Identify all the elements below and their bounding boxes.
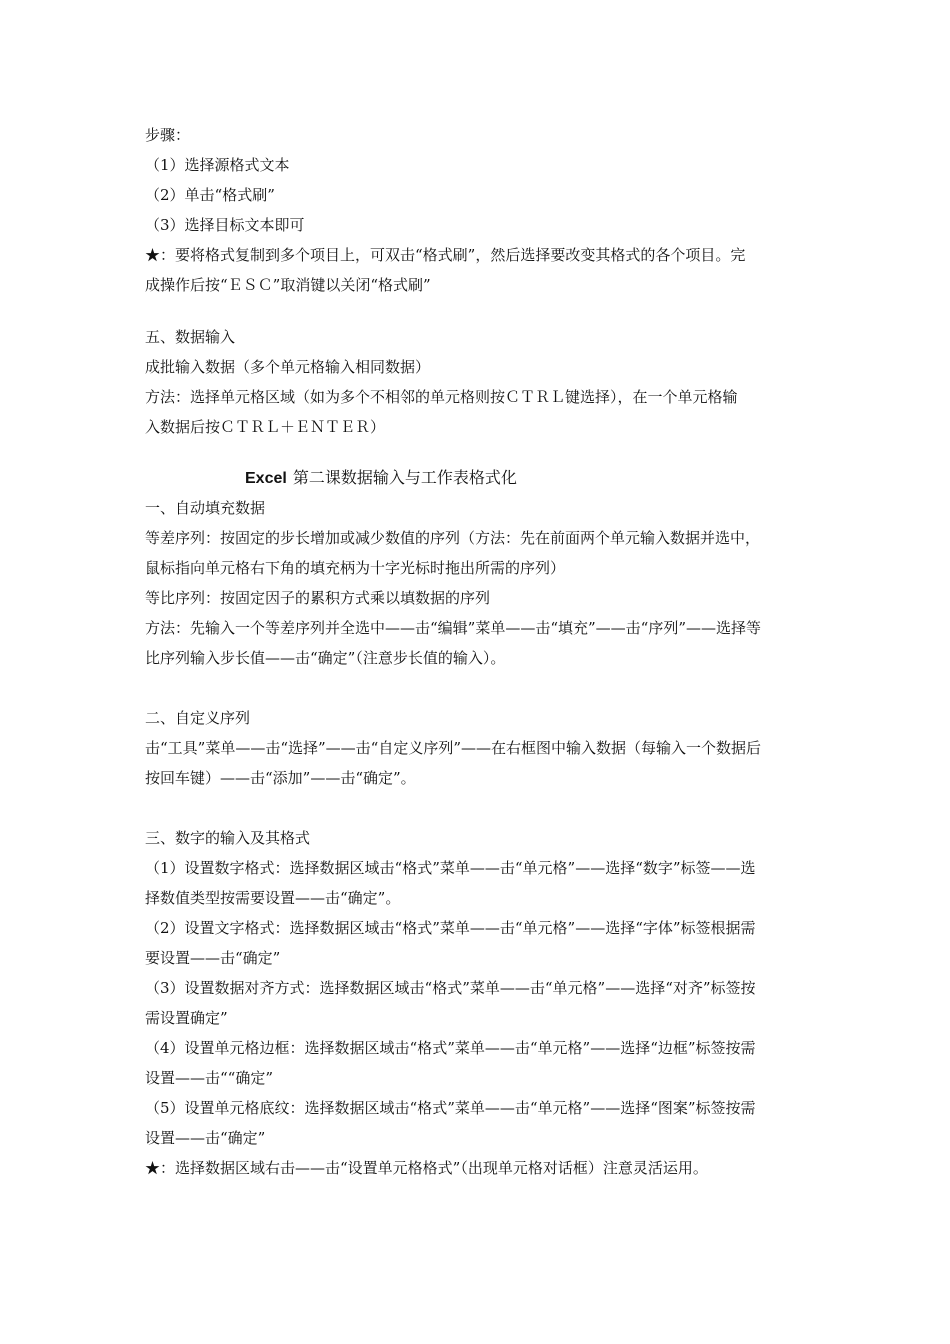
text-line: 等比序列：按固定因子的累积方式乘以填数据的序列 bbox=[145, 589, 491, 607]
text-line: 击“工具”菜单——击“选择”——击“自定义序列”——在右框图中输入数据（每输入一个数据后 bbox=[145, 739, 762, 757]
text-line: 方法：选择单元格区域（如为多个不相邻的单元格则按ＣＴＲＬ键选择），在一个单元格输 bbox=[145, 388, 738, 406]
text-line: 成批输入数据（多个单元格输入相同数据） bbox=[145, 358, 431, 376]
text-line: （5）设置单元格底纹：选择数据区域击“格式”菜单——击“单元格”——选择“图案”标签按需 bbox=[145, 1099, 756, 1117]
text-line: （4）设置单元格边框：选择数据区域击“格式”菜单——击“单元格”——选择“边框”标签按需 bbox=[145, 1039, 756, 1057]
text-line: （2）设置文字格式：选择数据区域击“格式”菜单——击“单元格”——选择“字体”标签根据需 bbox=[145, 919, 756, 937]
text-line: 步骤： bbox=[145, 126, 191, 144]
section-heading: 二、自定义序列 bbox=[145, 709, 251, 727]
text-line: 按回车键）——击“添加”——击“确定”。 bbox=[145, 769, 416, 787]
text-line: 需设置确定” bbox=[145, 1009, 228, 1027]
lesson-title-en: Excel bbox=[245, 470, 287, 487]
text-line: （2）单击“格式刷” bbox=[145, 186, 275, 204]
text-line: 设置——击“确定” bbox=[145, 1129, 266, 1147]
text-line: ★：选择数据区域右击——击“设置单元格格式”（出现单元格对话框）注意灵活运用。 bbox=[145, 1159, 708, 1177]
text-line: 要设置——击“确定” bbox=[145, 949, 281, 967]
lesson-title-zh: 第二课数据输入与工作表格式化 bbox=[292, 468, 517, 487]
text-line: 设置——击““确定” bbox=[145, 1069, 274, 1087]
section-heading: 一、自动填充数据 bbox=[145, 499, 266, 517]
text-line: 等差序列：按固定的步长增加或减少数值的序列（方法：先在前面两个单元输入数据并选中， bbox=[145, 529, 761, 547]
text-line: （1）设置数字格式：选择数据区域击“格式”菜单——击“单元格”——选择“数字”标签——选 bbox=[145, 859, 756, 877]
text-line: 比序列输入步长值——击“确定”（注意步长值的输入）。 bbox=[145, 649, 506, 667]
lesson-title bbox=[245, 467, 517, 490]
text-line: （3）设置数据对齐方式：选择数据区域击“格式”菜单——击“单元格”——选择“对齐”标签按 bbox=[145, 979, 756, 997]
text-line: 成操作后按“ＥＳＣ”取消键以关闭“格式刷” bbox=[145, 276, 431, 294]
text-line: 鼠标指向单元格右下角的填充柄为十字光标时拖出所需的序列） bbox=[145, 559, 566, 577]
text-line: 入数据后按ＣＴＲＬ＋ＥＮＴＥＲ） bbox=[145, 418, 386, 436]
text-line: 方法：先输入一个等差序列并全选中——击“编辑”菜单——击“填充”——击“序列”——选择等 bbox=[145, 619, 762, 637]
section-heading: 五、数据输入 bbox=[145, 328, 236, 346]
text-line: （3）选择目标文本即可 bbox=[145, 216, 305, 234]
text-line: ★：要将格式复制到多个项目上，可双击“格式刷”，然后选择要改变其格式的各个项目。完 bbox=[145, 246, 746, 264]
section-heading: 三、数字的输入及其格式 bbox=[145, 829, 311, 847]
text-line: 择数值类型按需要设置——击“确定”。 bbox=[145, 889, 401, 907]
text-line: （1）选择源格式文本 bbox=[145, 156, 290, 174]
